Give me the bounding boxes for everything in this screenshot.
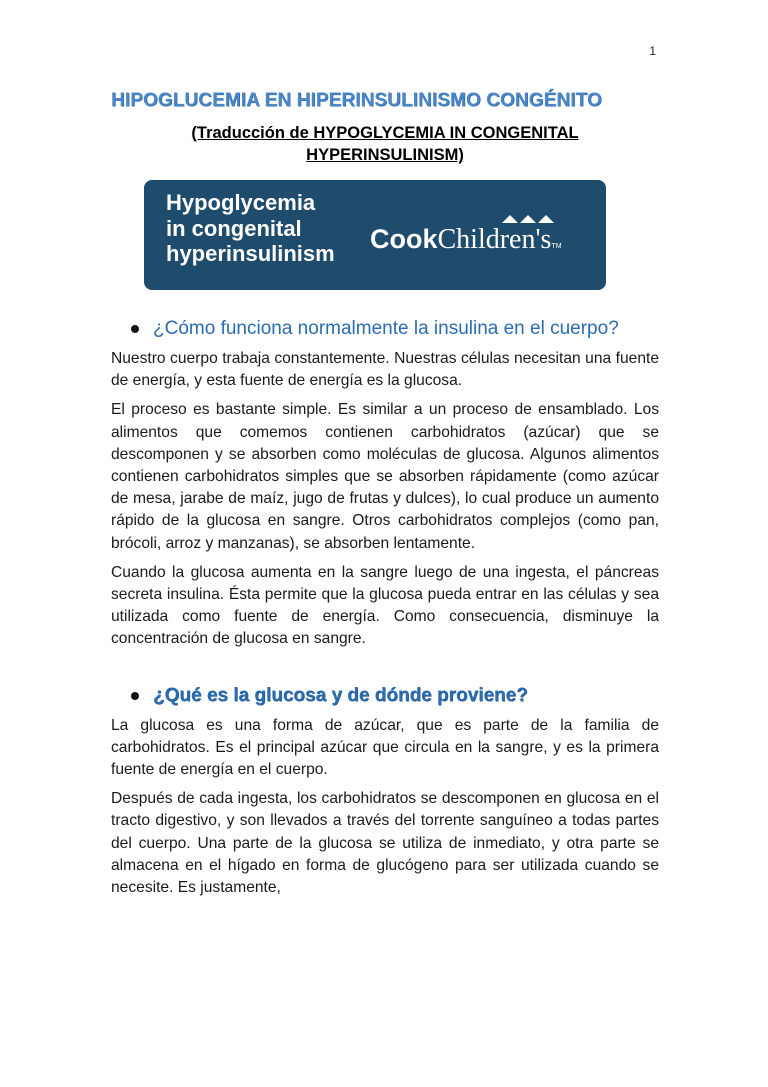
bullet-icon xyxy=(131,325,139,333)
banner-image xyxy=(144,180,606,290)
paragraph: Cuando la glucosa aumenta en la sangre luego de una ingesta, el páncreas secreta insulina. Ésta permite que la glucosa pueda entrar en las células y sea utilizada como fuente de energía. Como consecuencia, disminuye la concentración de glucosa en sangre. xyxy=(111,563,659,648)
section-heading-text: ¿Cómo funciona normalmente la insulina en el cuerpo? xyxy=(153,318,619,339)
page-number: 1 xyxy=(649,44,656,58)
cook-childrens-logo xyxy=(370,224,562,256)
paragraph: El proceso es bastante simple. Es similar a un proceso de ensamblado. Los alimentos que comemos contienen carbohidratos (azúcar) que se descomponen y se absorben como moléculas de glucosa. Algunos alimentos contienen carbohidratos simples que se absorben rápidamente (como azúcar de mesa, jarabe de maíz, jugo de frutas y dulces), lo cual produce un aumento rápido de la glucosa en sangre. Otros carbohidratos complejos (como pan, brócoli, arroz y manzanas), se absorben lentamente. xyxy=(111,401,659,552)
section-heading-glucose xyxy=(111,685,659,707)
paragraph: La glucosa es una forma de azúcar, que es parte de la familia de carbohidratos. Es el principal azúcar que circula en la sangre, y es la primera fuente de energía en el cuerpo. xyxy=(111,716,659,779)
logo-trademark: TM xyxy=(551,243,562,250)
logo-cook: Cook xyxy=(370,224,438,254)
banner-line-1: Hypoglycemia xyxy=(166,190,316,215)
banner-line-2: in congenital xyxy=(166,215,302,241)
section-heading-text: ¿Qué es la glucosa y de dónde proviene? xyxy=(153,684,528,706)
logo-childrens: Children's xyxy=(437,224,552,255)
banner-line-3: hyperinsulinism xyxy=(166,241,335,266)
document-title: HIPOGLUCEMIA EN HIPERINSULINISMO CONGÉNITO xyxy=(111,90,602,111)
logo-arches-icon xyxy=(500,212,556,224)
bullet-icon xyxy=(131,692,139,700)
paragraph: Nuestro cuerpo trabaja constantemente. Nuestras células necesitan una fuente de energía, y esta fuente de energía es la glucosa. xyxy=(111,350,659,390)
paragraph: Después de cada ingesta, los carbohidratos se descomponen en glucosa en el tracto digestivo, y son llevados a través del torrente sanguíneo a todas partes del cuerpo. Una parte de la glucosa se utiliza de inmediato, y otra parte se almacena en el hígado en forma de glucógeno para ser utilizada cuando se necesite. Es justamente, xyxy=(111,790,659,897)
document-body xyxy=(111,90,659,906)
document-subtitle: (Traducción de HYPOGLYCEMIA IN CONGENITAL HYPERINSULINISM) xyxy=(191,124,579,164)
section-heading-insulin xyxy=(111,318,659,340)
banner-text xyxy=(166,190,335,267)
